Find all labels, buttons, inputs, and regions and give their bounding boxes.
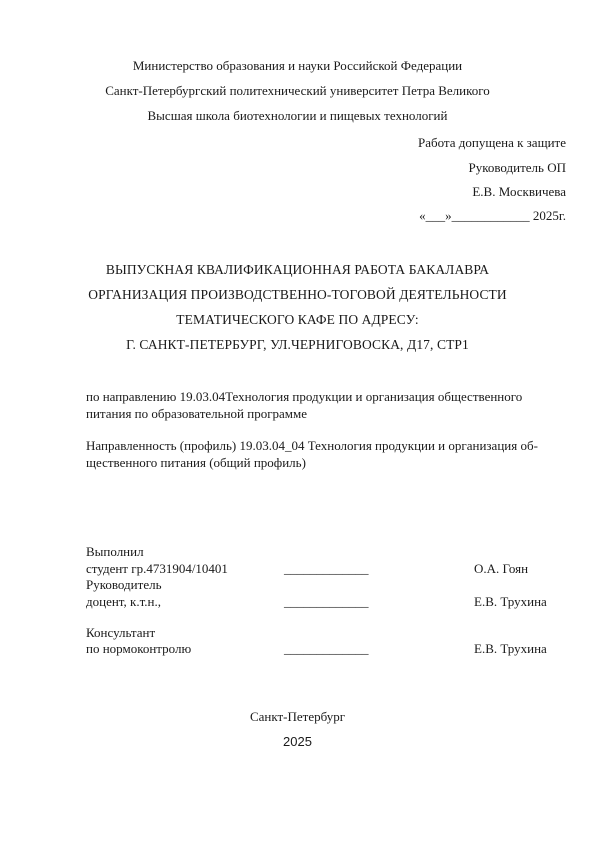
direction-line-1: по направлению 19.03.04Технология продукции и организация общественного <box>86 389 523 404</box>
profile-paragraph <box>86 437 566 471</box>
supervisor-label: Руководитель <box>86 577 162 592</box>
profile-line-2: щественного питания (общий профиль) <box>86 455 306 470</box>
profile-line-1: Направленность (профиль) 19.03.04_04 Технология продукции и организация об- <box>86 438 538 453</box>
work-title-line-3: Г. САНКТ-ПЕТЕРБУРГ, УЛ.ЧЕРНИГОВОСКА, Д17, СТР1 <box>126 337 469 352</box>
consultant-signature-line: _____________ <box>284 641 369 656</box>
ministry-line: Министерство образования и науки Российской Федерации <box>132 58 463 73</box>
direction-paragraph <box>86 388 566 422</box>
school-line: Высшая школа биотехнологии и пищевых технологий <box>147 108 448 123</box>
program-head-label: Руководитель ОП <box>468 160 566 175</box>
consultant-name: Е.В. Трухина <box>474 641 547 656</box>
direction-line-2: питания по образовательной программе <box>86 406 308 421</box>
work-type-title: ВЫПУСКНАЯ КВАЛИФИКАЦИОННАЯ РАБОТА БАКАЛАВРА <box>105 262 490 277</box>
footer-year: 2025 <box>283 734 312 749</box>
university-line: Санкт-Петербургский политехнический университет Петра Великого <box>105 83 490 98</box>
work-title-line-1: ОРГАНИЗАЦИЯ ПРОИЗВОДСТВЕННО-ТОГОВОЙ ДЕЯТЕЛЬНОСТИ <box>88 287 507 302</box>
supervisor-signature-line: _____________ <box>284 594 369 609</box>
supervisor-name: Е.В. Трухина <box>474 594 547 609</box>
performed-label: Выполнил <box>86 544 144 559</box>
approval-date-line: «___»____________ 2025г. <box>419 208 566 223</box>
approval-caption: Работа допущена к защите <box>417 135 566 150</box>
work-title-line-2: ТЕМАТИЧЕСКОГО КАФЕ ПО АДРЕСУ: <box>176 312 419 327</box>
footer-city: Санкт-Петербург <box>249 709 346 724</box>
supervisor-title: доцент, к.т.н., <box>86 594 161 609</box>
student-label: студент гр.4731904/10401 <box>86 561 228 576</box>
program-head-name: Е.В. Москвичева <box>472 184 566 199</box>
consultant-label: Консультант <box>86 625 156 640</box>
consultant-title: по нормоконтролю <box>86 641 192 656</box>
student-signature-line: _____________ <box>284 561 369 576</box>
student-name: О.А. Гоян <box>474 561 529 576</box>
